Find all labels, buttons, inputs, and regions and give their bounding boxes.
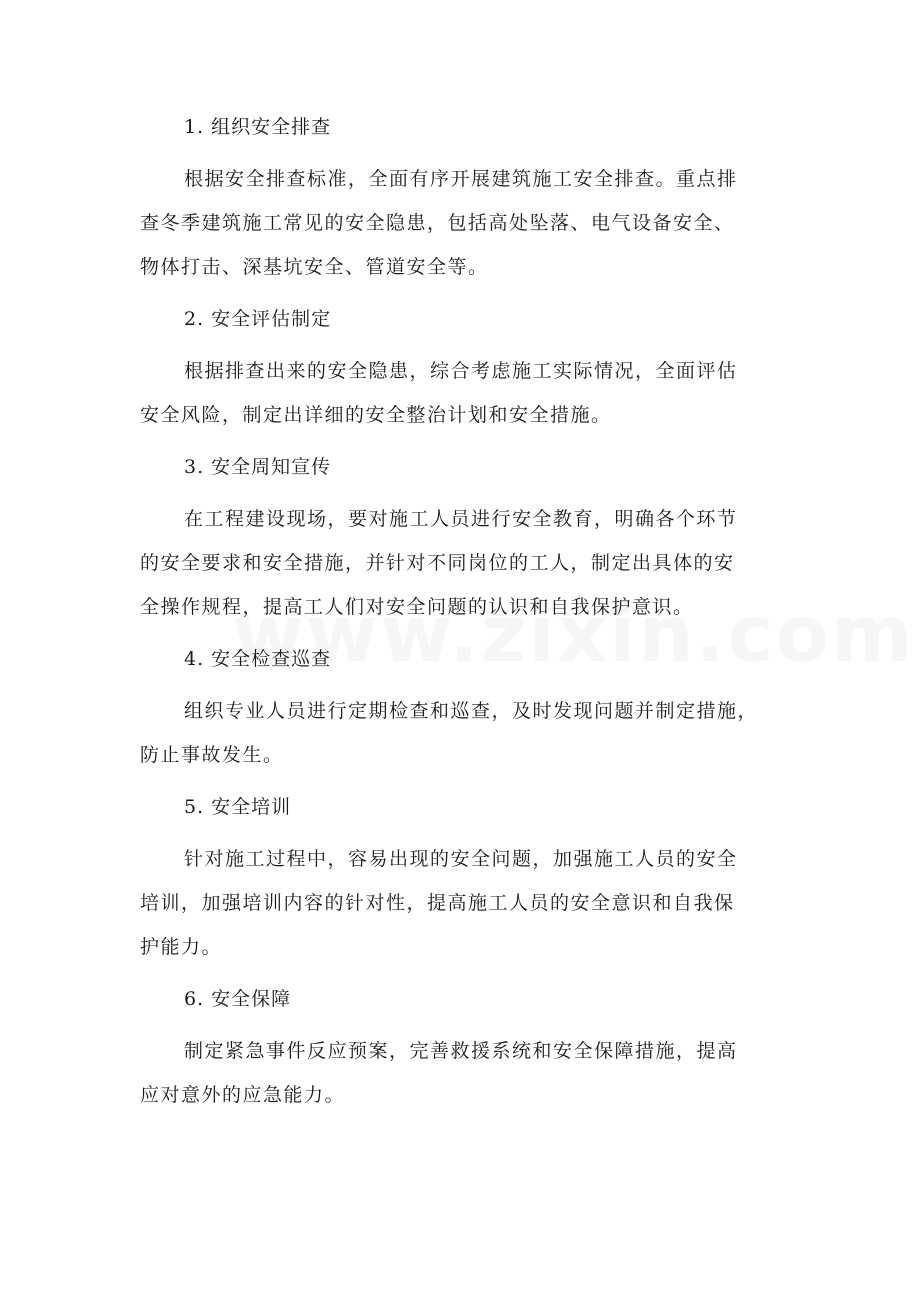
paragraph-line: 物体打击、深基坑安全、管道安全等。: [140, 256, 489, 278]
section-heading: 5. 安全培训: [184, 796, 292, 818]
section-paragraph: [140, 349, 780, 437]
section-2: [140, 297, 780, 437]
section-paragraph: [140, 497, 780, 629]
document-body: [140, 105, 780, 1125]
section-1: [140, 105, 780, 289]
section-4: [140, 637, 780, 777]
paragraph-line: 应对意外的应急能力。: [140, 1084, 346, 1106]
paragraph-line: 查冬季建筑施工常见的安全隐患，包括高处坠落、电气设备安全、: [140, 212, 735, 234]
paragraph-line: 根据安全排查标准，全面有序开展建筑施工安全排查。重点排: [184, 168, 738, 190]
paragraph-line: 的安全要求和安全措施，并针对不同岗位的工人，制定出具体的安: [140, 552, 735, 574]
section-paragraph: [140, 157, 780, 289]
section-paragraph: [140, 689, 780, 777]
section-paragraph: [140, 837, 780, 969]
paragraph-line: 制定紧急事件反应预案，完善救援系统和安全保障措施，提高: [184, 1040, 738, 1062]
section-heading: 1. 组织安全排查: [184, 116, 332, 138]
section-5: [140, 785, 780, 969]
paragraph-line: 全操作规程，提高工人们对安全问题的认识和自我保护意识。: [140, 596, 694, 618]
section-heading: 6. 安全保障: [184, 988, 292, 1010]
section-heading: 3. 安全周知宣传: [184, 456, 332, 478]
paragraph-line: 培训，加强培训内容的针对性，提高施工人员的安全意识和自我保: [140, 892, 735, 914]
paragraph-line: 在工程建设现场，要对施工人员进行安全教育，明确各个环节: [184, 508, 738, 530]
section-6: [140, 977, 780, 1117]
paragraph-line: 护能力。: [140, 936, 223, 958]
section-paragraph: [140, 1029, 780, 1117]
section-heading: 2. 安全评估制定: [184, 308, 332, 330]
paragraph-line: 安全风险，制定出详细的安全整治计划和安全措施。: [140, 404, 612, 426]
section-heading: 4. 安全检查巡查: [184, 648, 332, 670]
paragraph-line: 防止事故发生。: [140, 744, 284, 766]
paragraph-line: 组织专业人员进行定期检查和巡查，及时发现问题并制定措施，: [184, 700, 759, 722]
paragraph-line: 根据排查出来的安全隐患，综合考虑施工实际情况，全面评估: [184, 360, 738, 382]
paragraph-line: 针对施工过程中，容易出现的安全问题，加强施工人员的安全: [184, 848, 738, 870]
section-3: [140, 445, 780, 629]
